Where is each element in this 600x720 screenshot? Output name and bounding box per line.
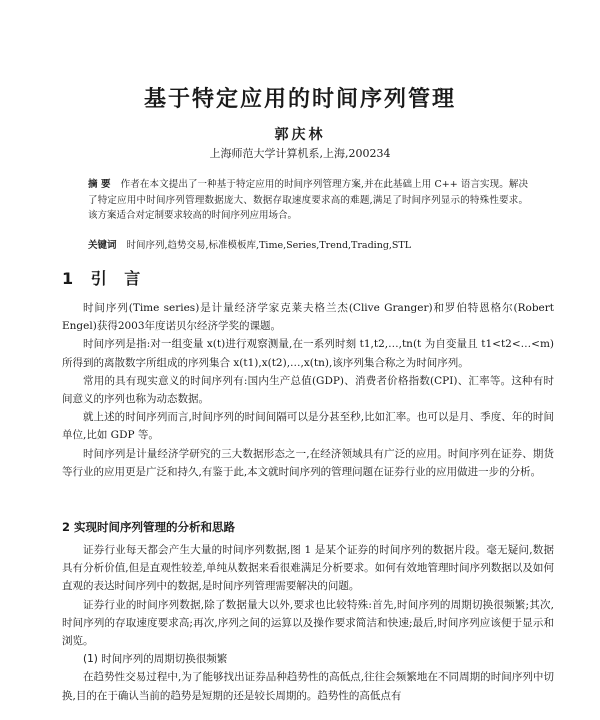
abstract-text: 作者在本文提出了一种基于特定应用的时间序列管理方案,并在此基础上用 C++ 语言实现。解决了特定应用中时间序列管理数据庞大、数据存取速度要求高的难题,满足了时间序列显示的特殊性要求。该方案适合对定制要求较高的时间序列应用场合。: [88, 179, 529, 221]
paragraph: 就上述的时间序列而言,时间序列的时间间隔可以是分甚至秒,比如汇率。也可以是月、季度、年的时间单位,比如 GDP 等。: [62, 411, 554, 442]
keywords-label: 关键词: [88, 240, 117, 251]
abstract: [88, 177, 528, 224]
section-2-heading: 2 实现时间序列管理的分析和思路: [62, 520, 236, 534]
paragraph: 在趋势性交易过程中,为了能够找出证券品种趋势性的高低点,往往会频繁地在不同周期的时间序列中切换,目的在于确认当前的趋势是短期的还是较长周期的。趋势性的高低点有: [62, 671, 554, 702]
paper-title: 基于特定应用的时间序列管理: [143, 87, 456, 112]
paragraph: 时间序列是计量经济学研究的三大数据形态之一,在经济领域具有广泛的应用。时间序列在证券、期货等行业的应用更是广泛和持久,有鉴于此,本文就时间序列的管理问题在证券行业的应用做进一步的分析。: [62, 447, 554, 478]
paragraph: 常用的具有现实意义的时间序列有:国内生产总值(GDP)、消费者价格指数(CPI)、汇率等。这种有时间意义的序列也称为动态数据。: [62, 374, 554, 406]
keywords-text: 时间序列,趋势交易,标准模板库,Time,Series,Trend,Trading,STL: [126, 240, 412, 251]
subsection-heading: (1) 时间序列的周期切换很频繁: [83, 653, 228, 666]
paragraph: 时间序列(Time series)是计量经济学家克莱夫格兰杰(Clive Granger)和罗伯特恩格尔(Robert Engel)获得2003年度诺贝尔经济学奖的课题。: [62, 302, 554, 333]
abstract-label: 摘 要: [88, 179, 111, 190]
paragraph: 时间序列是指:对一组变量 x(t)进行观察测量,在一系列时刻 t1,t2,…,tn(t 为自变量且 t1<t2<…<m)所得到的离散数字所组成的序列集合 x(t1),x(t2),…,x(tn),该序列集合称之为时间序列。: [62, 338, 554, 369]
author-affiliation: 上海师范大学计算机系,上海,200234: [209, 147, 391, 160]
paragraph: 证券行业每天都会产生大量的时间序列数据,图 1 是某个证券的时间序列的数据片段。毫无疑问,数据具有分析价值,但是直观性较差,单纯从数据来看很难满足分析要求。如何有效地管理时间序列数据以及如何直观的表达时间序列中的数据,是时间序列管理需要解决的问题。: [62, 544, 554, 593]
paragraph: 证券行业的时间序列数据,除了数据量大以外,要求也比较特殊:首先,时间序列的周期切换很频繁;其次,时间序列的存取速度要求高;再次,序列之间的运算以及操作要求简洁和快速;最后,时间序列应该便于显示和浏览。: [62, 598, 554, 648]
author-name: 郭庆林: [274, 127, 326, 143]
keywords: [88, 238, 528, 253]
section-2-body: [62, 541, 554, 705]
section-1-body: [62, 299, 554, 481]
section-1-heading: 1 引 言: [62, 269, 147, 288]
